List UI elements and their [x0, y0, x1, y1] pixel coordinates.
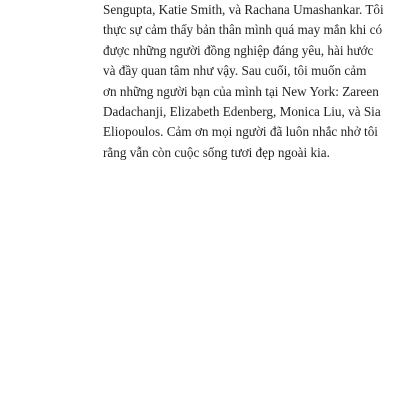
- paragraph-line-4: và đầy quan tâm như vậy. Sau cuối, tôi muốn cảm: [103, 63, 367, 79]
- paragraph-line-5: ơn những người bạn của mình tại New York: Zareen: [103, 83, 379, 99]
- acknowledgements-paragraph: [103, 0, 384, 163]
- paragraph-line-3: được những người đồng nghiệp đáng yêu, hài hước: [103, 42, 374, 58]
- paragraph-line-1: Sengupta, Katie Smith, và Rachana Umashankar. Tôi: [103, 2, 384, 17]
- paragraph-line-7: Eliopoulos. Cảm ơn mọi người đã luôn nhắc nhở tôi: [103, 124, 378, 140]
- paragraph-line-2: thực sự cảm thấy bản thân mình quá may mắn khi có: [103, 22, 383, 38]
- paragraph-line-8: rằng vẫn còn cuộc sống tươi đẹp ngoài kia.: [103, 144, 330, 160]
- paragraph-line-6: Dadachanji, Elizabeth Edenberg, Monica Liu, và Sia: [103, 103, 381, 119]
